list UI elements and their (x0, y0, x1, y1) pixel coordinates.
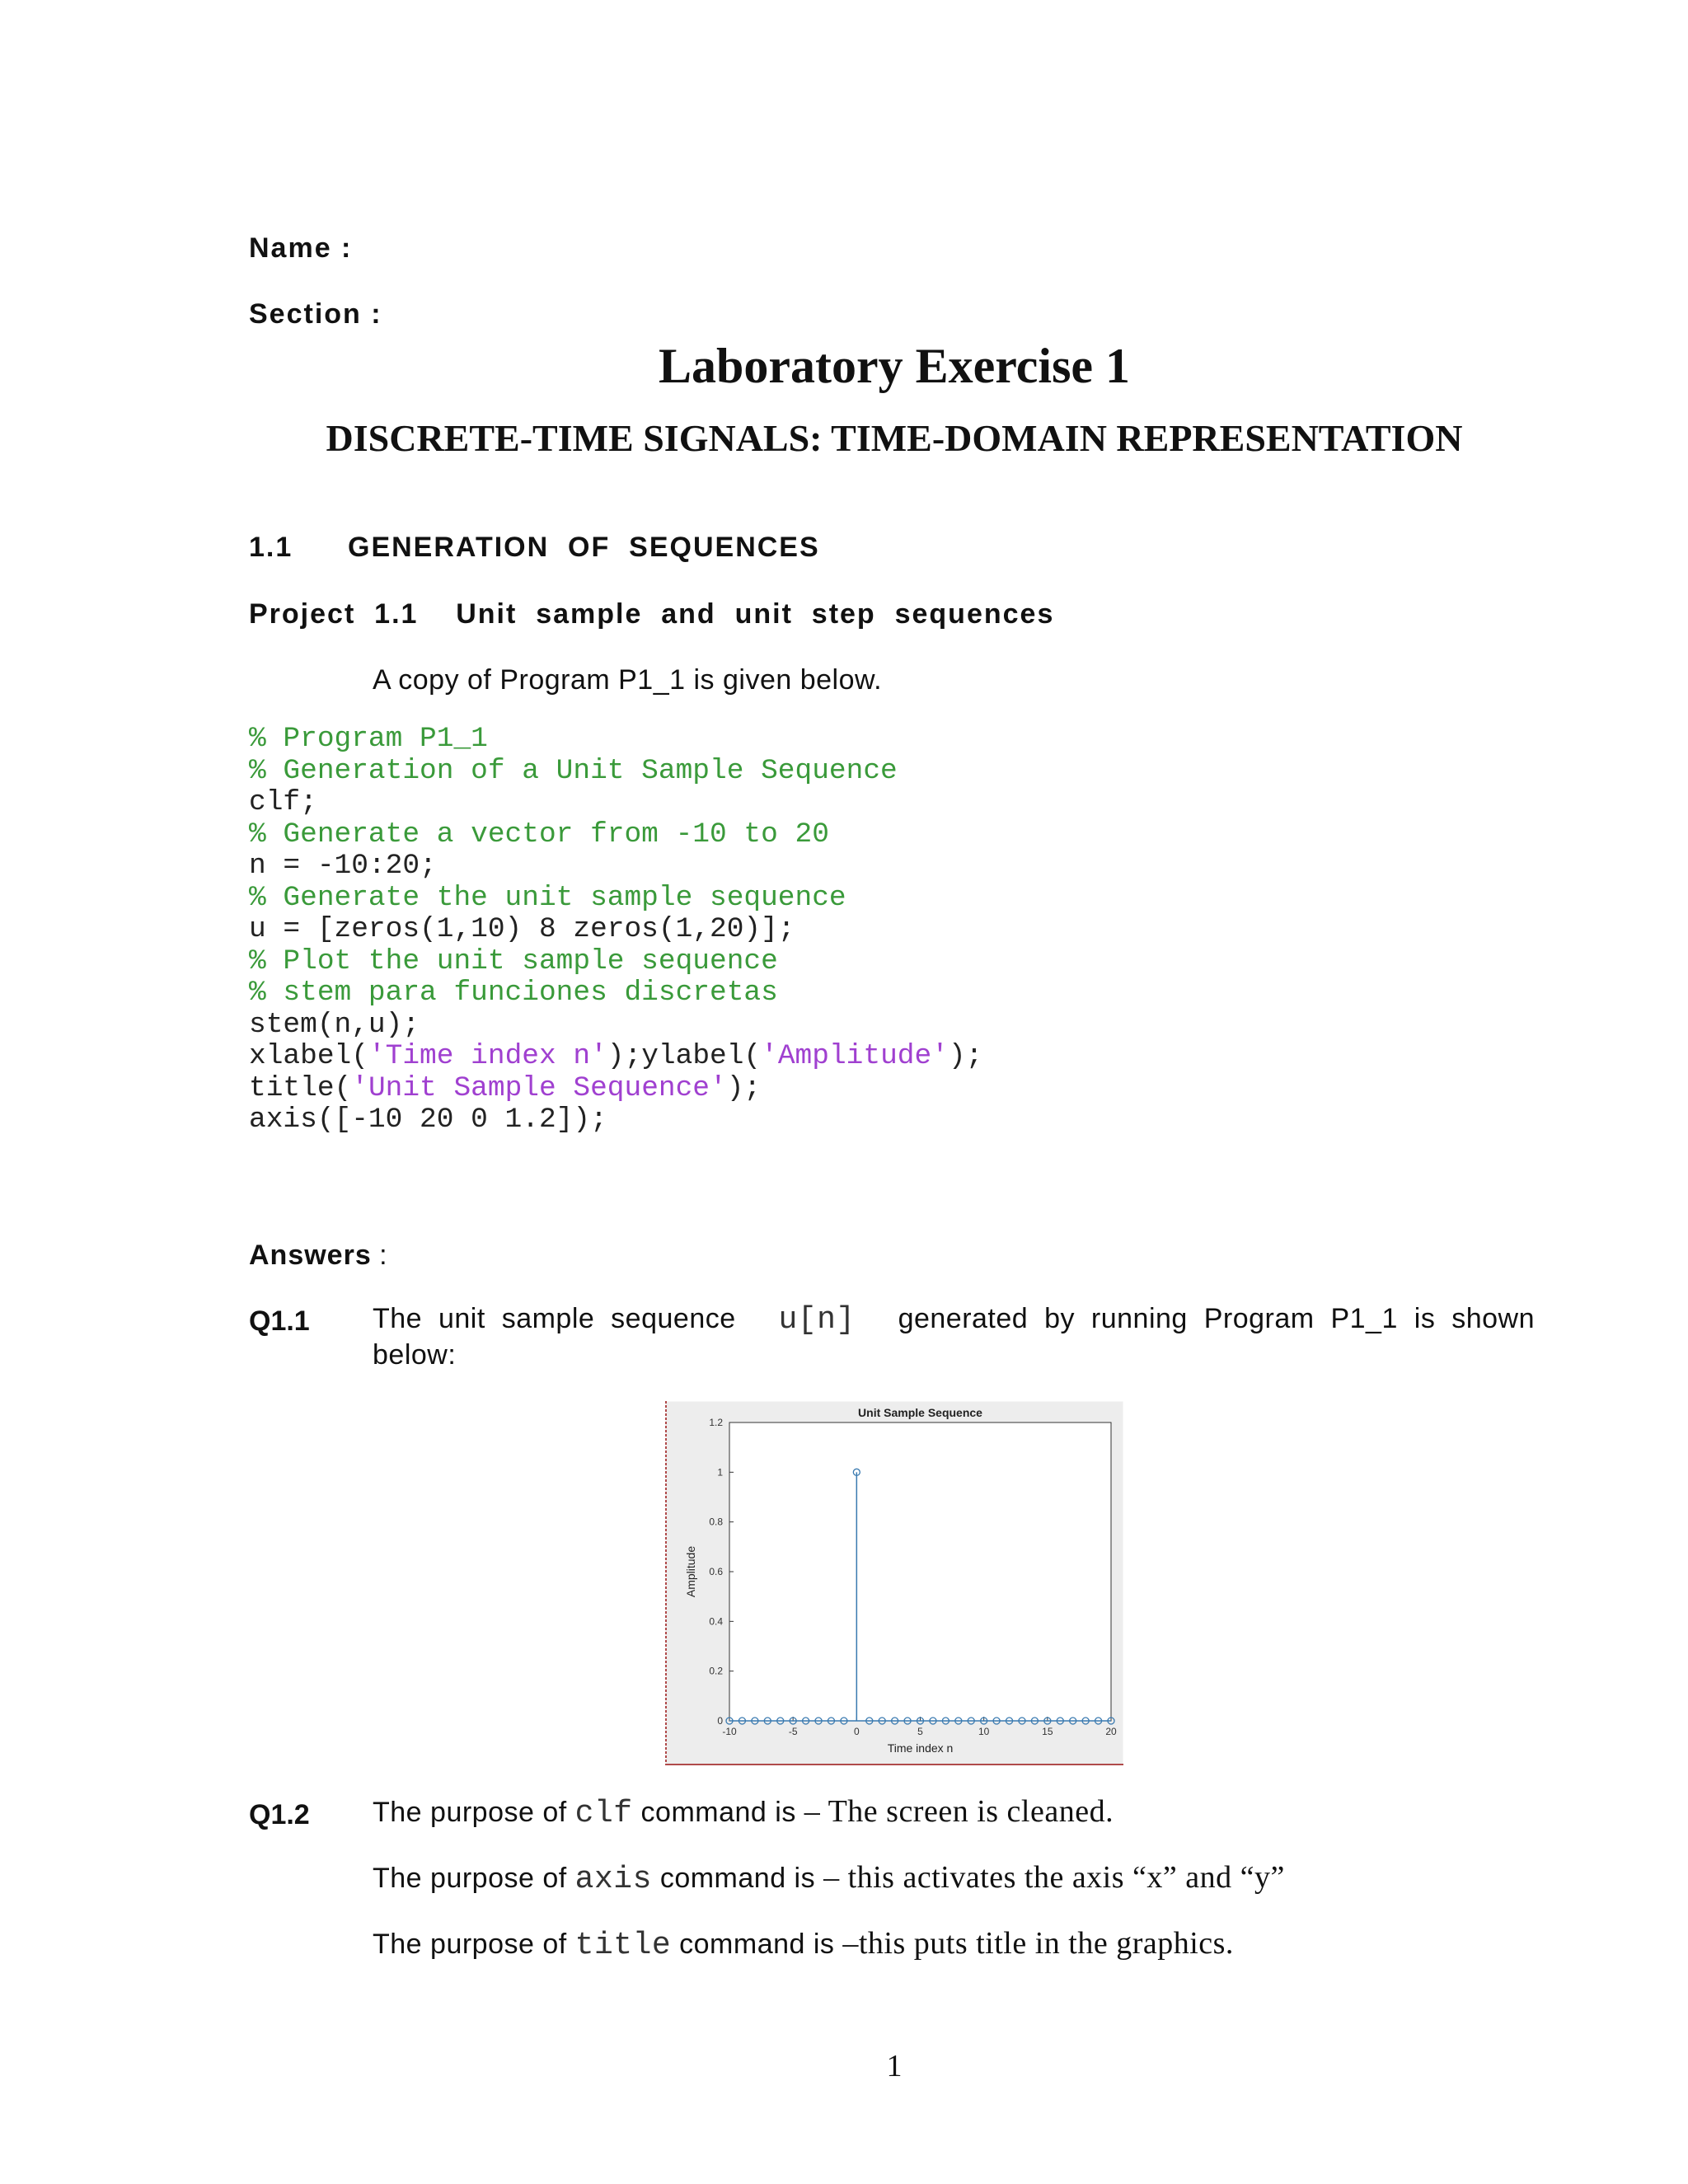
x-tick-label: 5 (917, 1726, 923, 1737)
code-listing (249, 724, 982, 1137)
name-label: Name : (249, 232, 353, 264)
purpose-text: The purpose of (373, 1797, 567, 1828)
y-tick-label: 0.4 (709, 1615, 723, 1628)
x-tick-label: 10 (978, 1726, 990, 1737)
code-line: % Generate the unit sample sequence (249, 881, 846, 914)
code-string: 'Unit Sample Sequence' (351, 1071, 727, 1104)
x-tick-label: 0 (853, 1726, 860, 1737)
code-line: % Program P1_1 (249, 723, 488, 755)
purpose-code: title (574, 1928, 672, 1963)
code-line (249, 1041, 982, 1073)
code-string: 'Time index n' (368, 1040, 607, 1072)
purpose-text: The purpose of (373, 1863, 567, 1894)
purpose-code: clf (574, 1796, 633, 1831)
purpose-answer: –this puts title in the graphics. (842, 1926, 1234, 1961)
code-line: clf; (249, 786, 317, 818)
project-intro: A copy of Program P1_1 is given below. (373, 664, 883, 696)
plot-area (729, 1422, 1111, 1721)
purpose-title (373, 1925, 1234, 1963)
x-tick-label: 20 (1105, 1726, 1117, 1737)
page-title: Laboratory Exercise 1 (658, 339, 1131, 393)
code-line (249, 1073, 982, 1105)
code-line: % stem para funciones discretas (249, 977, 778, 1009)
code-token: ); (948, 1040, 983, 1072)
unit-sample-figure (665, 1401, 1123, 1765)
purpose-text: command is (640, 1797, 796, 1828)
q11-code: u[n] (778, 1302, 856, 1338)
q11-label: Q1.1 (249, 1305, 310, 1337)
purpose-text: command is (659, 1863, 816, 1894)
q11-text-c: below: (373, 1339, 457, 1371)
section-label: Section : (249, 298, 382, 330)
page-number: 1 (886, 2049, 903, 2083)
x-tick-label: -5 (788, 1726, 798, 1737)
code-line: % Generate a vector from -10 to 20 (249, 818, 829, 851)
purpose-text: command is (679, 1929, 835, 1960)
purpose-clf (373, 1793, 1114, 1831)
y-axis-label: Amplitude (684, 1545, 697, 1598)
y-tick-label: 0.6 (709, 1566, 723, 1577)
purpose-text: The purpose of (373, 1929, 567, 1960)
y-tick-label: 0.2 (709, 1665, 723, 1677)
q12-label: Q1.2 (249, 1799, 310, 1830)
x-axis-label: Time index n (887, 1741, 954, 1755)
q11-text (373, 1302, 1535, 1338)
y-tick-label: 1 (717, 1466, 723, 1479)
chart-title: Unit Sample Sequence (858, 1406, 982, 1419)
code-token: ); (726, 1071, 762, 1104)
y-tick-label: 0 (717, 1715, 723, 1727)
page-subtitle: DISCRETE-TIME SIGNALS: TIME-DOMAIN REPRESENTATION (326, 417, 1463, 459)
answers-heading (249, 1240, 387, 1272)
code-line: n = -10:20; (249, 850, 437, 882)
unit-sample-chart (665, 1401, 1123, 1765)
answers-colon: : (371, 1240, 387, 1271)
section-title: GENERATION OF SEQUENCES (348, 532, 820, 563)
x-tick-label: -10 (722, 1726, 737, 1737)
project-heading: Project 1.1 Unit sample and unit step sequences (249, 598, 1055, 630)
code-token: xlabel( (249, 1040, 368, 1072)
purpose-answer: – The screen is cleaned. (804, 1794, 1114, 1829)
section-number: 1.1 (249, 532, 293, 563)
code-string: 'Amplitude' (761, 1040, 949, 1072)
y-tick-label: 0.8 (709, 1516, 723, 1528)
purpose-code: axis (574, 1862, 652, 1897)
code-line: axis([-10 20 0 1.2]); (249, 1104, 607, 1136)
code-token: );ylabel( (607, 1040, 762, 1072)
x-tick-label: 15 (1042, 1726, 1053, 1737)
code-line: % Generation of a Unit Sample Sequence (249, 754, 898, 787)
code-token: title( (249, 1071, 352, 1104)
answers-label: Answers (249, 1240, 372, 1271)
y-tick-label: 1.2 (709, 1417, 723, 1428)
purpose-answer: – this activates the axis “x” and “y” (823, 1860, 1285, 1895)
code-line: u = [zeros(1,10) 8 zeros(1,20)]; (249, 913, 795, 945)
code-line: stem(n,u); (249, 1008, 420, 1041)
code-line: % Plot the unit sample sequence (249, 944, 778, 977)
q11-text-a: The unit sample sequence (373, 1303, 736, 1334)
purpose-axis (373, 1859, 1285, 1897)
q11-text-b: generated by running Program P1_1 is shown (898, 1303, 1535, 1334)
